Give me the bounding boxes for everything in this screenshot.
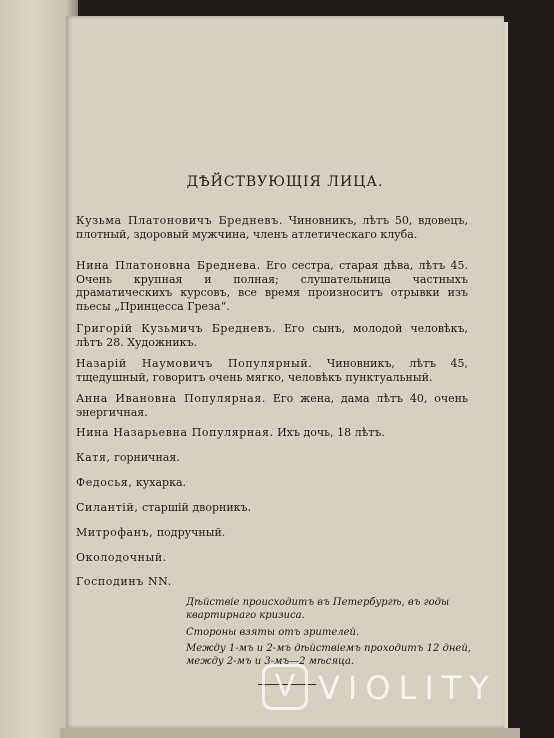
character-entry [76,476,468,490]
watermark [262,660,542,720]
book-cover-bottom [60,728,520,738]
character-entry [76,551,468,565]
page-title: ДѢЙСТВУЮЩІЯ ЛИЦА. [186,174,384,190]
character-entry [76,322,468,349]
character-name: Катя, [76,451,111,464]
character-name: Околодочный. [76,551,167,564]
character-description: Чиновникъ, лѣтъ 45, тщедушный, говоритъ очень мягко, человѣкъ пунктуальный. [76,357,468,384]
character-entry [76,526,468,540]
character-description: подручный. [156,526,226,539]
character-name: Кузьма Платоновичъ Бредневъ. [76,214,283,227]
page-text [66,16,504,728]
character-entry [76,392,468,419]
character-name: Господинъ NN. [76,575,172,588]
character-name: Силантій, [76,501,139,514]
character-description: кухарка. [135,476,187,489]
character-description: горничная. [114,451,180,464]
character-name: Назарій Наумовичъ Популярный. [76,357,313,370]
character-description: Его сестра, старая дѣва, лѣтъ 45. Очень крупная и полная; слушательница частныхъ драматическихъ курсовъ, все время произноситъ отрывки изъ пьесы „Принцесса Греза“. [76,259,469,313]
character-name: Григорій Кузьмичъ Бредневъ. [76,322,277,335]
character-description: Его жена, дама лѣтъ 40, очень энергичная. [76,392,468,419]
watermark-text: VIOLITY [318,669,497,707]
staging-note: Дѣйствіе происходитъ въ Петербургѣ, въ годы квартирнаго кризиса. [186,597,450,621]
character-entry [76,426,468,440]
character-entry [76,575,468,589]
character-name: Митрофанъ, [76,526,154,539]
character-name: Анна Ивановна Популярная. [76,392,266,405]
staging-note: Между 1-мъ и 2-мъ дѣйствіемъ проходитъ 12 дней, между 2-мъ и 3-мъ—2 мѣсяца. [186,643,471,667]
character-entry [76,214,468,241]
staging-note: Стороны взяты отъ зрителей. [186,627,360,638]
watermark-logo-icon: V [262,664,308,710]
character-description: Его сынъ, молодой человѣкъ, лѣтъ 28. Художникъ. [76,322,468,349]
character-description: Ихъ дочь, 18 лѣтъ. [277,426,385,439]
character-entry [76,501,468,515]
character-name: Нина Назарьевна Популярная. [76,426,274,439]
character-name: Федосья, [76,476,133,489]
character-entry [76,259,468,313]
character-description: Чиновникъ, лѣтъ 50, вдовецъ, плотный, здоровый мужчина, членъ атлетическаго клуба. [76,214,468,241]
character-name: Нина Платоновна Бреднева. [76,259,261,272]
character-description: старшій дворникъ. [141,501,252,514]
book-page [66,16,504,728]
character-entry [76,451,468,465]
character-entry [76,357,468,384]
